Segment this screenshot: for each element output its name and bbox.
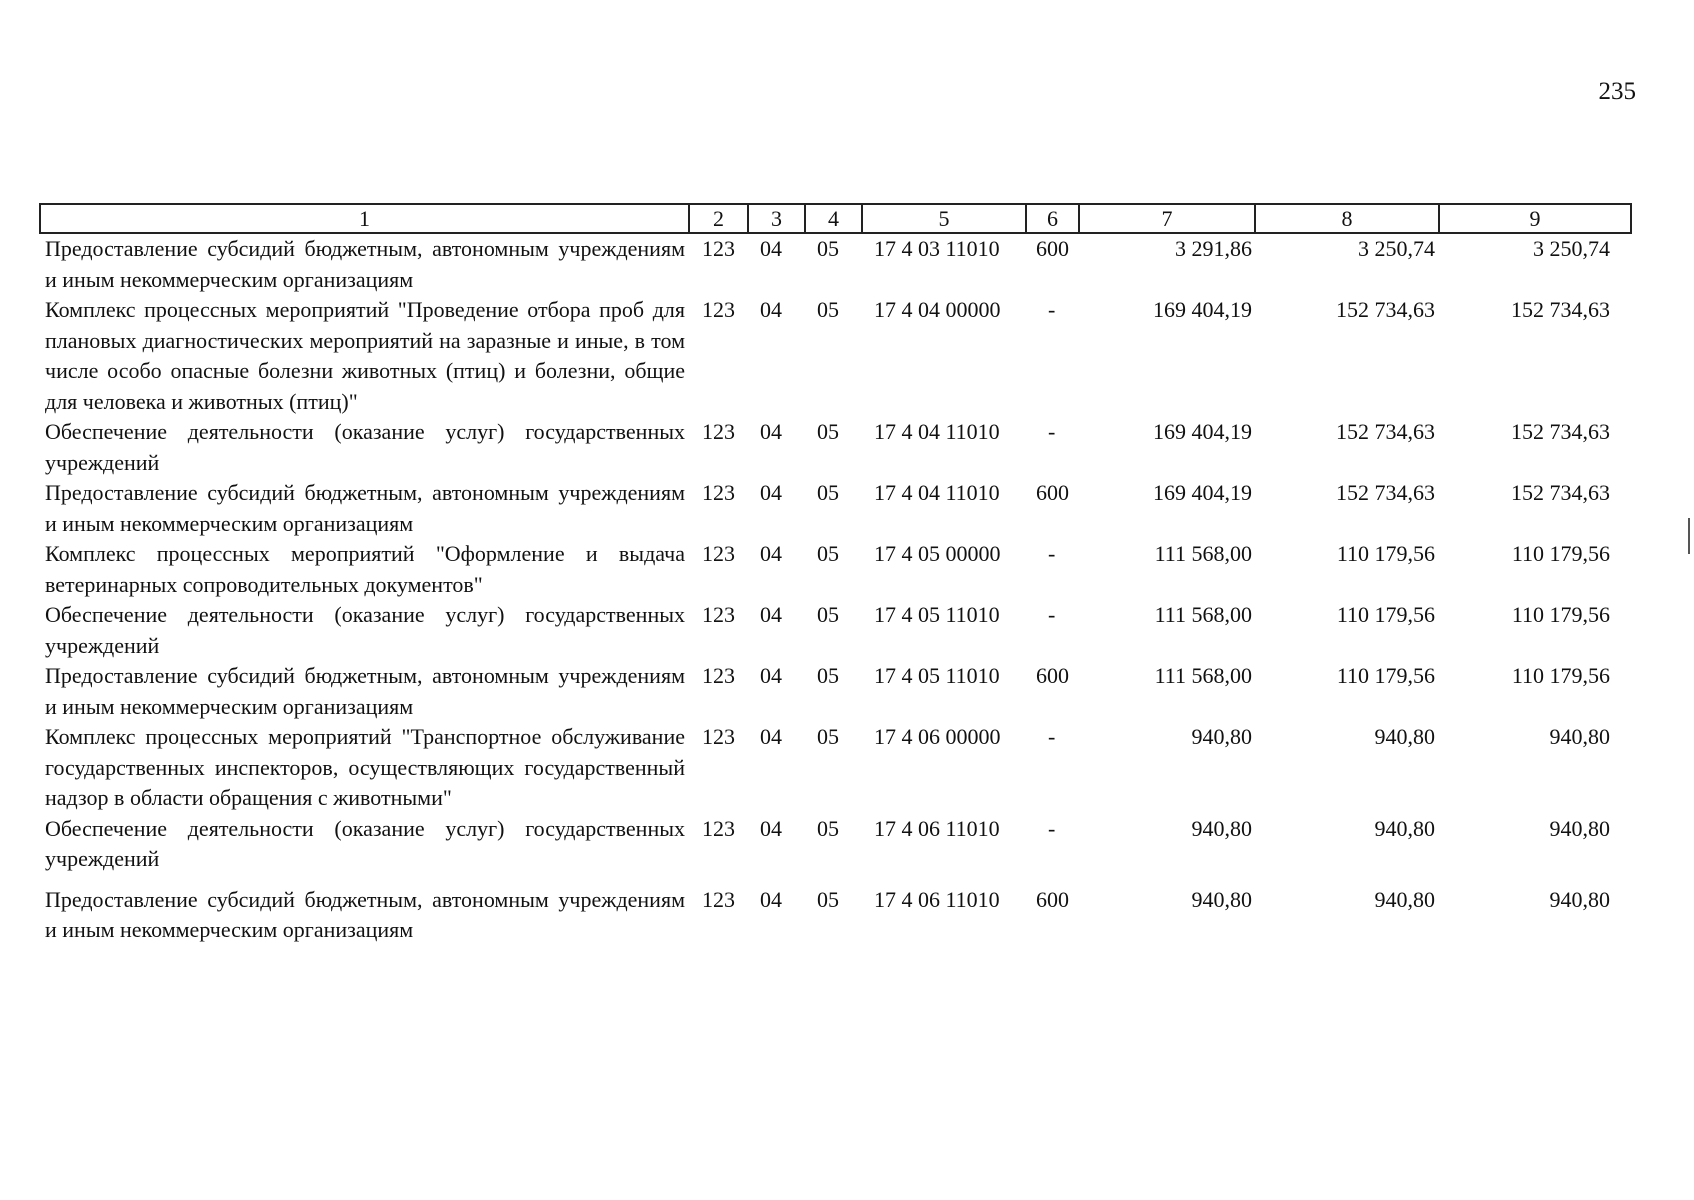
- row-name-cell: Обеспечение деятельности (оказание услуг) государственных учреждений: [45, 602, 685, 658]
- column-header: 7: [1079, 204, 1255, 233]
- section-cell: 04: [760, 815, 782, 841]
- grbs-cell: 123: [702, 419, 735, 444]
- amount-col8-cell: 110 179,56: [1336, 602, 1435, 627]
- expense-type-cell: 600: [1036, 886, 1069, 912]
- amount-col8-cell: 152 734,63: [1336, 480, 1435, 505]
- amount-col8-cell: 152 734,63: [1336, 297, 1435, 322]
- grbs-cell: 123: [702, 663, 735, 688]
- target-article-cell: 17 4 05 00000: [874, 541, 1001, 566]
- row-name-cell: Предоставление субсидий бюджетным, автономным учреждениям и иным некоммерческим организациям: [45, 480, 685, 536]
- row-name-cell: Комплекс процессных мероприятий "Транспортное обслуживание государственных инспекторов, осуществляющих государственный надзор в области обращения с животными": [45, 724, 685, 810]
- amount-col9-cell: 110 179,56: [1511, 663, 1610, 688]
- section-cell: 04: [760, 541, 782, 566]
- row-name-cell: Обеспечение деятельности (оказание услуг) государственных учреждений: [45, 815, 685, 871]
- amount-col9-cell: 152 734,63: [1511, 480, 1610, 505]
- target-article-cell: 17 4 04 00000: [874, 297, 1001, 322]
- expense-type-cell: 600: [1036, 663, 1069, 688]
- expense-type-cell: -: [1048, 602, 1056, 627]
- table-row: [40, 539, 1631, 600]
- column-header: 3: [748, 204, 805, 233]
- section-cell: 04: [760, 724, 782, 749]
- amount-col9-cell: 110 179,56: [1511, 602, 1610, 627]
- expense-type-cell: -: [1048, 419, 1056, 444]
- target-article-cell: 17 4 04 11010: [874, 480, 1000, 505]
- column-header: 2: [689, 204, 748, 233]
- grbs-cell: 123: [702, 724, 735, 749]
- table-row: [40, 875, 1631, 946]
- amount-col7-cell: 3 291,86: [1175, 236, 1252, 261]
- row-name-cell: Обеспечение деятельности (оказание услуг) государственных учреждений: [45, 419, 685, 475]
- amount-col9-cell: 940,80: [1549, 724, 1610, 749]
- row-name-cell: Предоставление субсидий бюджетным, автономным учреждениям и иным некоммерческим организациям: [45, 236, 685, 292]
- subsection-cell: 05: [817, 541, 839, 566]
- amount-col7-cell: 169 404,19: [1153, 297, 1252, 322]
- amount-col7-cell: 111 568,00: [1154, 602, 1252, 627]
- section-cell: 04: [760, 886, 782, 912]
- amount-col8-cell: 3 250,74: [1358, 236, 1435, 261]
- subsection-cell: 05: [817, 480, 839, 505]
- column-header: 1: [40, 204, 689, 233]
- subsection-cell: 05: [817, 602, 839, 627]
- table-row: [40, 722, 1631, 814]
- column-header: 8: [1255, 204, 1439, 233]
- amount-col7-cell: 940,80: [1191, 815, 1252, 841]
- table-row: [40, 814, 1631, 875]
- expense-type-cell: -: [1048, 724, 1056, 749]
- amount-col9-cell: 152 734,63: [1511, 297, 1610, 322]
- table-row: [40, 478, 1631, 539]
- amount-col7-cell: 940,80: [1191, 724, 1252, 749]
- amount-col8-cell: 110 179,56: [1336, 541, 1435, 566]
- expense-type-cell: 600: [1036, 236, 1069, 261]
- target-article-cell: 17 4 06 11010: [874, 886, 1000, 912]
- table-row: [40, 233, 1631, 295]
- amount-col7-cell: 940,80: [1191, 886, 1252, 912]
- amount-col7-cell: 111 568,00: [1154, 663, 1252, 688]
- subsection-cell: 05: [817, 297, 839, 322]
- column-header: 9: [1439, 204, 1631, 233]
- expense-type-cell: -: [1048, 815, 1056, 841]
- amount-col7-cell: 169 404,19: [1153, 480, 1252, 505]
- section-cell: 04: [760, 663, 782, 688]
- table-row: [40, 600, 1631, 661]
- section-cell: 04: [760, 419, 782, 444]
- budget-table: [39, 203, 1632, 946]
- target-article-cell: 17 4 05 11010: [874, 663, 1000, 688]
- grbs-cell: 123: [702, 602, 735, 627]
- amount-col8-cell: 152 734,63: [1336, 419, 1435, 444]
- subsection-cell: 05: [817, 419, 839, 444]
- subsection-cell: 05: [817, 236, 839, 261]
- table-row: [40, 417, 1631, 478]
- expense-type-cell: 600: [1036, 480, 1069, 505]
- row-name-cell: Комплекс процессных мероприятий "Оформление и выдача ветеринарных сопроводительных документов": [45, 541, 685, 597]
- amount-col9-cell: 940,80: [1549, 886, 1610, 912]
- grbs-cell: 123: [702, 541, 735, 566]
- amount-col9-cell: 152 734,63: [1511, 419, 1610, 444]
- amount-col7-cell: 111 568,00: [1154, 541, 1252, 566]
- target-article-cell: 17 4 06 11010: [874, 815, 1000, 841]
- row-name-cell: Предоставление субсидий бюджетным, автономным учреждениям и иным некоммерческим организациям: [45, 663, 685, 719]
- subsection-cell: 05: [817, 724, 839, 749]
- table-row: [40, 295, 1631, 417]
- row-name-cell: Комплекс процессных мероприятий "Проведение отбора проб для плановых диагностических мероприятий на заразные и иные, в том числе особо опасные болезни животных (птиц) и болезни, общие для человека и животных (птиц)": [45, 297, 685, 414]
- amount-col8-cell: 940,80: [1374, 724, 1435, 749]
- target-article-cell: 17 4 05 11010: [874, 602, 1000, 627]
- amount-col8-cell: 940,80: [1374, 815, 1435, 841]
- expense-type-cell: -: [1048, 541, 1056, 566]
- subsection-cell: 05: [817, 663, 839, 688]
- amount-col9-cell: 3 250,74: [1533, 236, 1610, 261]
- grbs-cell: 123: [702, 480, 735, 505]
- table-row: [40, 661, 1631, 722]
- row-name-cell: Предоставление субсидий бюджетным, автономным учреждениям и иным некоммерческим организациям: [45, 886, 685, 942]
- amount-col7-cell: 169 404,19: [1153, 419, 1252, 444]
- page-number: 235: [1598, 78, 1636, 105]
- target-article-cell: 17 4 03 11010: [874, 236, 1000, 261]
- section-cell: 04: [760, 480, 782, 505]
- column-header: 6: [1026, 204, 1079, 233]
- scan-edge-mark: [1688, 518, 1690, 554]
- amount-col8-cell: 940,80: [1374, 886, 1435, 912]
- expense-type-cell: -: [1048, 297, 1056, 322]
- column-header: 4: [805, 204, 862, 233]
- section-cell: 04: [760, 297, 782, 322]
- amount-col9-cell: 110 179,56: [1511, 541, 1610, 566]
- grbs-cell: 123: [702, 236, 735, 261]
- subsection-cell: 05: [817, 886, 839, 912]
- amount-col8-cell: 110 179,56: [1336, 663, 1435, 688]
- section-cell: 04: [760, 236, 782, 261]
- column-header: 5: [862, 204, 1026, 233]
- table-header-row: [40, 204, 1631, 233]
- subsection-cell: 05: [817, 815, 839, 841]
- grbs-cell: 123: [702, 815, 735, 841]
- section-cell: 04: [760, 602, 782, 627]
- amount-col9-cell: 940,80: [1549, 815, 1610, 841]
- target-article-cell: 17 4 06 00000: [874, 724, 1001, 749]
- grbs-cell: 123: [702, 886, 735, 912]
- target-article-cell: 17 4 04 11010: [874, 419, 1000, 444]
- grbs-cell: 123: [702, 297, 735, 322]
